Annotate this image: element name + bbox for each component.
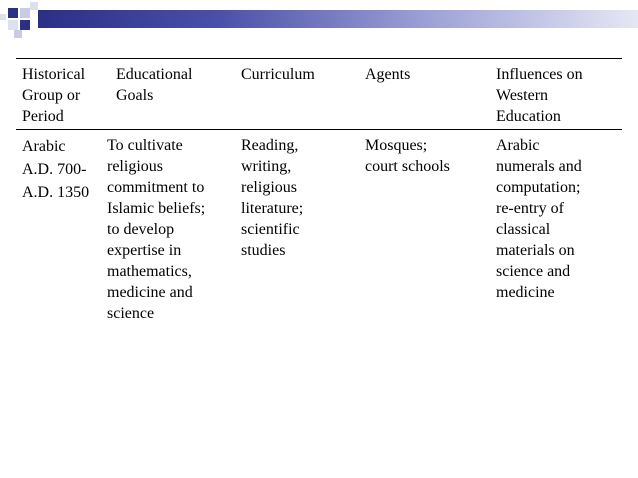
header-gradient-bar: [38, 10, 638, 28]
cell-curriculum: Reading, writing, religious literature; scientific studies: [241, 137, 304, 259]
header-educational-goals: Educational Goals: [116, 66, 193, 104]
slide-header-decoration: [0, 0, 638, 40]
decor-square: [20, 8, 30, 18]
header-influences: Influences on Western Education: [496, 66, 583, 125]
table-header-rule: [16, 129, 622, 130]
decor-square: [8, 20, 18, 30]
cell-educational-goals: To cultivate religious commitment to Islamic beliefs; to develop expertise in mathematics, medicine and science: [107, 137, 206, 322]
decor-square: [20, 20, 30, 30]
decor-square: [30, 2, 38, 10]
cell-influences: Arabic numerals and computation; re-entry of classical materials on science and medicine: [496, 137, 582, 301]
header-curriculum: Curriculum: [241, 66, 315, 83]
header-historical-group: Historical Group or Period: [22, 66, 86, 125]
header-agents: Agents: [365, 66, 411, 83]
cell-agents: Mosques; court schools: [365, 137, 450, 175]
decor-square: [14, 30, 22, 38]
decor-square: [8, 8, 18, 18]
table-top-rule: [16, 58, 622, 59]
decor-square: [0, 14, 6, 20]
cell-historical-group: Arabic A.D. 700- A.D. 1350: [22, 138, 90, 201]
